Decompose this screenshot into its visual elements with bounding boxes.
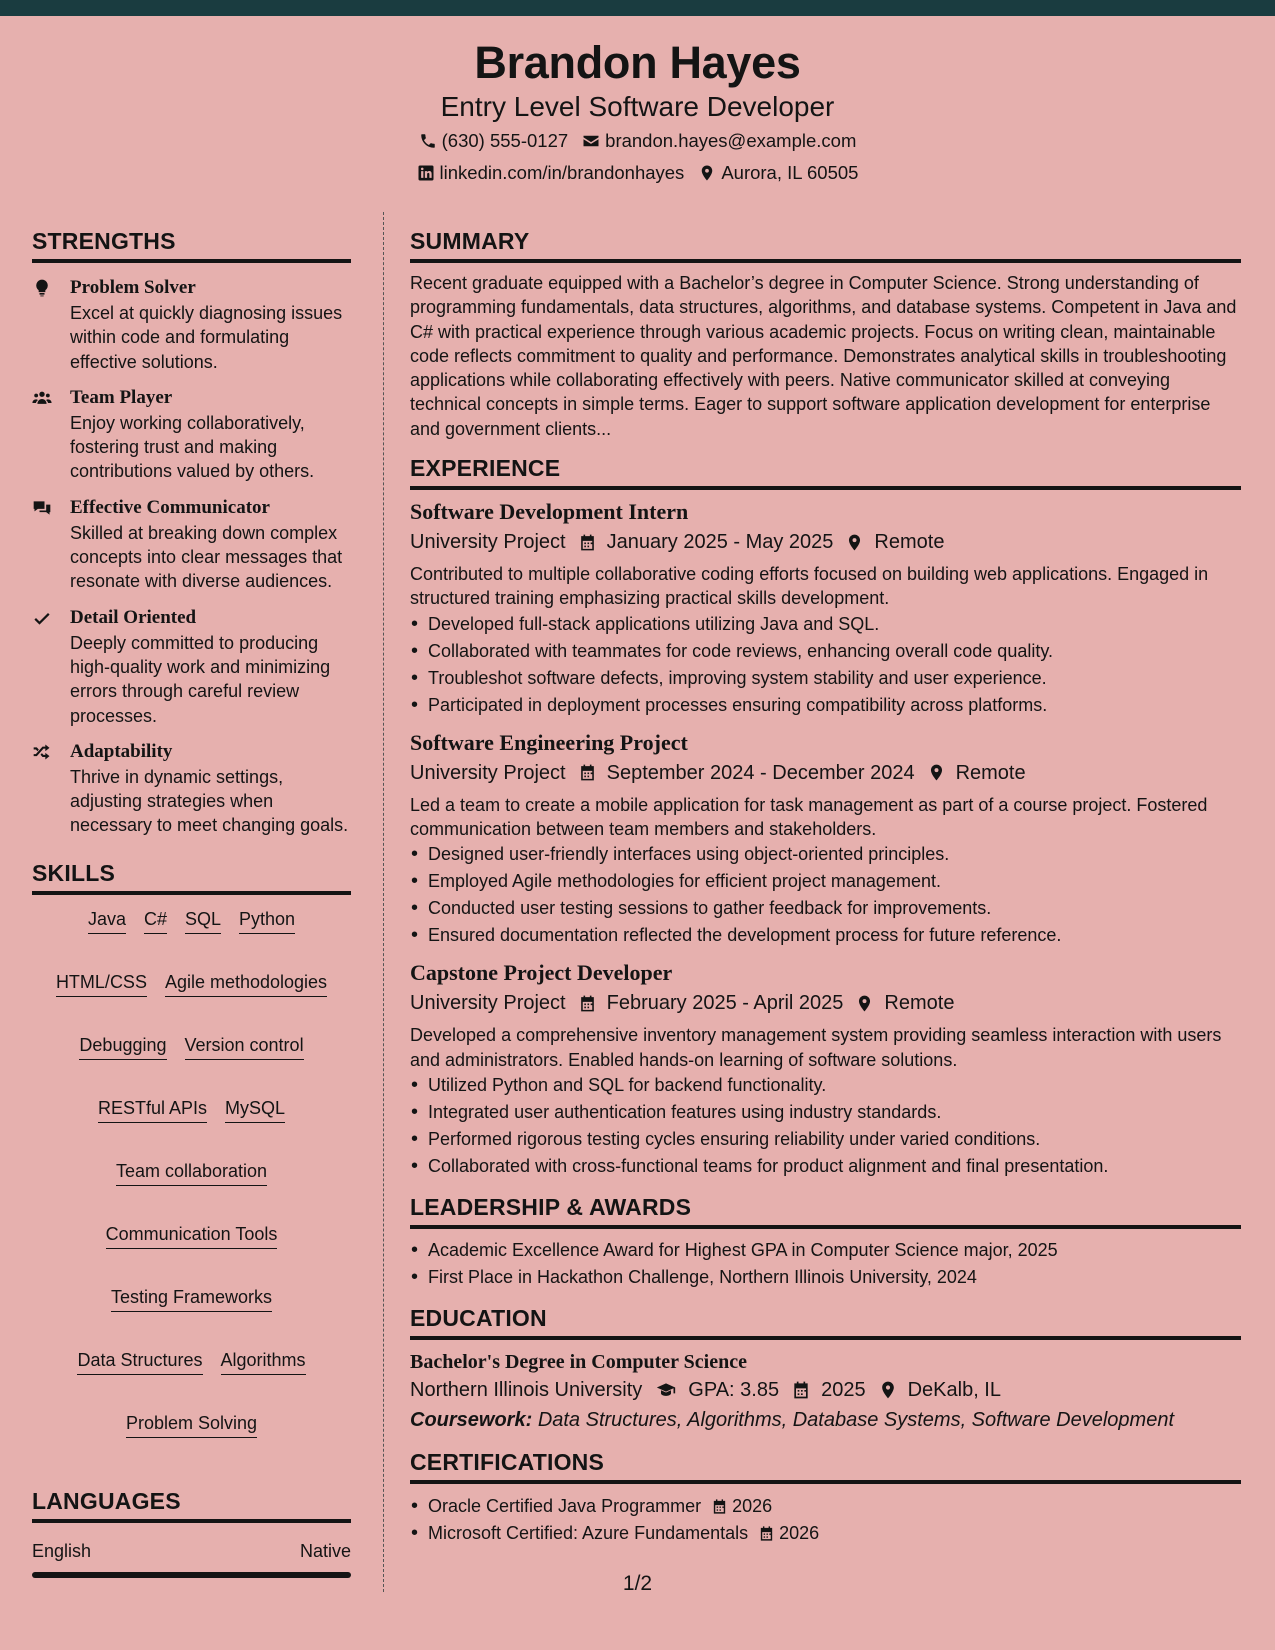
language-row [32, 1539, 351, 1563]
job-meta [410, 528, 1241, 556]
job-title: Software Engineering Project [410, 729, 688, 755]
languages-section [32, 1486, 351, 1578]
top-accent-bar [0, 0, 1275, 16]
coursework-text: Data Structures, Algorithms, Database Systems, Software Development [537, 1408, 1175, 1431]
job-bullets [410, 1072, 1241, 1180]
strength-item [32, 275, 351, 374]
page-number: 1/2 [622, 1572, 653, 1595]
right-column [410, 226, 1241, 1547]
certifications-heading: CERTIFICATIONS [410, 1447, 1241, 1484]
candidate-name: Brandon Hayes [474, 37, 801, 88]
calendar-icon [791, 1380, 811, 1400]
contact-row-1 [0, 129, 1275, 153]
certification-year: 2026 [779, 1522, 820, 1543]
skill-tag: HTML/CSS [56, 970, 147, 997]
certification-item [410, 1493, 1241, 1520]
strength-desc: Excel at quickly diagnosing issues within code and formulating effective solutions. [70, 303, 343, 372]
experience-entry [410, 959, 1241, 1180]
strengths-section [32, 226, 351, 838]
experience-bullet: • Developed full-stack applications utilizing Java and SQL. [410, 611, 1241, 638]
experience-section [410, 453, 1241, 1180]
education-section [410, 1303, 1241, 1435]
job-title: Software Development Intern [410, 499, 689, 525]
leadership-item: • First Place in Hackathon Challenge, Northern Illinois University, 2024 [410, 1264, 1241, 1291]
job-location: Remote [955, 761, 1026, 784]
skill-tag: SQL [185, 907, 221, 934]
strength-title: Effective Communicator [70, 496, 270, 518]
skill-tag: Problem Solving [126, 1411, 257, 1438]
linkedin-text: linkedin.com/in/brandonhayes [439, 162, 685, 183]
experience-bullet: • Troubleshot software defects, improving system stability and user experience. [410, 665, 1241, 692]
experience-entry [410, 498, 1241, 719]
certification-name: • Microsoft Certified: Azure Fundamentals [428, 1522, 749, 1543]
map-pin-icon [927, 763, 946, 782]
skill-tag: MySQL [225, 1096, 285, 1123]
job-description: Led a team to create a mobile application for task management as part of a course project. Fostered communication between team members and stakeholders. [410, 794, 1208, 839]
leadership-item: • Academic Excellence Award for Highest GPA in Computer Science major, 2025 [410, 1237, 1241, 1264]
skills-heading: SKILLS [32, 858, 351, 895]
skill-tag: Python [239, 907, 295, 934]
skill-tag: Testing Frameworks [111, 1285, 272, 1312]
linkedin-icon [417, 164, 435, 182]
strength-desc: Skilled at breaking down complex concepts into clear messages that resonate with diverse audiences. [70, 522, 343, 592]
coursework [410, 1405, 1241, 1435]
certifications-section [410, 1447, 1241, 1547]
job-org: University Project [410, 992, 566, 1015]
certification-year: 2026 [732, 1495, 773, 1516]
experience-list [410, 498, 1241, 1180]
strength-item [32, 495, 351, 594]
phone-contact[interactable] [419, 129, 569, 153]
edu-location-text: DeKalb, IL [907, 1378, 1001, 1401]
experience-entry [410, 729, 1241, 950]
education-heading: EDUCATION [410, 1303, 1241, 1340]
skill-tag: Algorithms [221, 1348, 306, 1375]
calendar-icon [578, 763, 597, 782]
experience-bullet: • Designed user-friendly interfaces using object-oriented principles. [410, 841, 1241, 868]
experience-bullet: • Conducted user testing sessions to gather feedback for improvements. [410, 895, 1241, 922]
experience-bullet: • Collaborated with cross-functional teams for product alignment and final presentation. [410, 1153, 1241, 1180]
skill-tag: C# [144, 907, 167, 934]
experience-bullet: • Performed rigorous testing cycles ensuring reliability under varied conditions. [410, 1126, 1241, 1153]
job-dates: January 2025 - May 2025 [606, 531, 834, 554]
strength-title: Detail Oriented [70, 606, 197, 628]
experience-bullet: • Integrated user authentication features using industry standards. [410, 1099, 1241, 1126]
strength-title: Problem Solver [70, 277, 196, 298]
comments-icon [32, 498, 52, 518]
calendar-icon [578, 994, 597, 1013]
education-meta [410, 1375, 1241, 1405]
strength-desc: Thrive in dynamic settings, adjusting strategies when necessary to meet changing goals. [70, 766, 349, 836]
skill-tag: Debugging [79, 1033, 166, 1060]
experience-bullet: • Employed Agile methodologies for efficient project management. [410, 868, 1241, 895]
map-pin-icon [698, 164, 716, 182]
coursework-label: Coursework: [410, 1408, 533, 1431]
strength-item [32, 385, 351, 484]
experience-bullet: • Utilized Python and SQL for backend functionality. [410, 1072, 1241, 1099]
skills-list [32, 895, 351, 1438]
map-pin-icon [845, 533, 864, 552]
strength-title: Adaptability [70, 740, 173, 762]
grad-year-part [791, 1375, 866, 1405]
certifications-list [410, 1493, 1241, 1547]
skill-tag: Team collaboration [116, 1159, 267, 1186]
location-contact [698, 161, 858, 185]
strength-desc: Deeply committed to producing high-quality work and minimizing errors through careful review processes. [70, 632, 331, 726]
envelope-icon [582, 132, 600, 150]
column-divider [383, 212, 384, 1592]
skill-tag: Java [88, 907, 126, 934]
language-level: Native [299, 1540, 351, 1561]
job-location: Remote [874, 531, 945, 554]
skill-tag: Communication Tools [106, 1222, 278, 1249]
certification-item [410, 1520, 1241, 1547]
job-org: University Project [410, 531, 566, 554]
graduation-cap-icon [654, 1380, 678, 1400]
location-text: Aurora, IL 60505 [721, 162, 859, 183]
skills-section [32, 858, 351, 1438]
job-meta [410, 989, 1241, 1017]
grad-year-text: 2025 [821, 1378, 866, 1401]
job-dates: September 2024 - December 2024 [606, 761, 915, 784]
skill-tag: Version control [185, 1033, 304, 1060]
school-name: Northern Illinois University [410, 1378, 643, 1401]
shuffle-icon [32, 742, 52, 762]
languages-heading: LANGUAGES [32, 1486, 351, 1523]
summary-text: Recent graduate equipped with a Bachelor’s degree in Computer Science. Strong understanding of programming fundamentals, data structures, algorithms, and database systems. Competent in Java and C# with practical experience through various academic projects. Focus on writing clean, maintainable code reflects commitment to quality and performance. Demonstrates analytical skills in troubleshooting applications while collaborating effectively with peers. Native communicator skilled at conveying technical concepts in simple terms. Eager to support software application development for enterprise and government clients... [410, 273, 1237, 439]
job-title: Capstone Project Developer [410, 960, 673, 986]
users-icon [32, 388, 52, 408]
leadership-heading: LEADERSHIP & AWARDS [410, 1192, 1241, 1229]
calendar-icon [758, 1525, 775, 1542]
left-column [32, 226, 351, 1578]
experience-bullet: • Participated in deployment processes ensuring compatibility across platforms. [410, 692, 1241, 719]
strength-item [32, 739, 351, 838]
strength-item [32, 605, 351, 728]
leadership-section [410, 1192, 1241, 1291]
skill-tag: RESTful APIs [98, 1096, 207, 1123]
calendar-icon [578, 533, 597, 552]
experience-bullet: • Ensured documentation reflected the development process for future reference. [410, 922, 1241, 949]
phone-text: (630) 555-0127 [441, 130, 569, 151]
resume-header [0, 36, 1275, 185]
certification-name: • Oracle Certified Java Programmer [428, 1495, 702, 1516]
experience-bullet: • Collaborated with teammates for code reviews, enhancing overall code quality. [410, 638, 1241, 665]
summary-heading: SUMMARY [410, 226, 1241, 263]
edu-location-part [878, 1375, 1001, 1405]
email-text: brandon.hayes@example.com [605, 130, 857, 151]
linkedin-contact[interactable] [417, 161, 685, 185]
skill-tag: Agile methodologies [165, 970, 327, 997]
experience-heading: EXPERIENCE [410, 453, 1241, 490]
check-icon [32, 608, 52, 628]
strengths-list [32, 275, 351, 838]
job-description: Contributed to multiple collaborative coding efforts focused on building web applications. Engaged in structured training emphasizing practical skills development. [410, 564, 1209, 609]
candidate-role: Entry Level Software Developer [440, 91, 835, 122]
job-location: Remote [884, 992, 955, 1015]
job-org: University Project [410, 761, 566, 784]
strength-desc: Enjoy working collaboratively, fostering trust and making contributions valued by others. [70, 412, 315, 482]
language-name: English [32, 1540, 92, 1561]
gpa-part [654, 1375, 779, 1405]
job-bullets [410, 841, 1241, 949]
job-description: Developed a comprehensive inventory management system providing seamless interaction with users and administrators. Enabled hands-on learning of software solutions. [410, 1025, 1222, 1070]
lightbulb-icon [32, 278, 52, 298]
degree-title: Bachelor's Degree in Computer Science [410, 1350, 747, 1373]
leadership-list [410, 1237, 1241, 1291]
gpa-text: GPA: 3.85 [688, 1378, 780, 1401]
strengths-heading: STRENGTHS [32, 226, 351, 263]
contact-row-2 [0, 161, 1275, 185]
email-contact[interactable] [582, 129, 856, 153]
strength-title: Team Player [70, 386, 173, 408]
skill-tag: Data Structures [77, 1348, 202, 1375]
summary-section [410, 226, 1241, 441]
job-bullets [410, 611, 1241, 719]
phone-icon [419, 132, 437, 150]
job-dates: February 2025 - April 2025 [606, 992, 844, 1015]
map-pin-icon [878, 1380, 898, 1400]
job-meta [410, 759, 1241, 787]
map-pin-icon [855, 994, 874, 1013]
calendar-icon [711, 1498, 728, 1515]
